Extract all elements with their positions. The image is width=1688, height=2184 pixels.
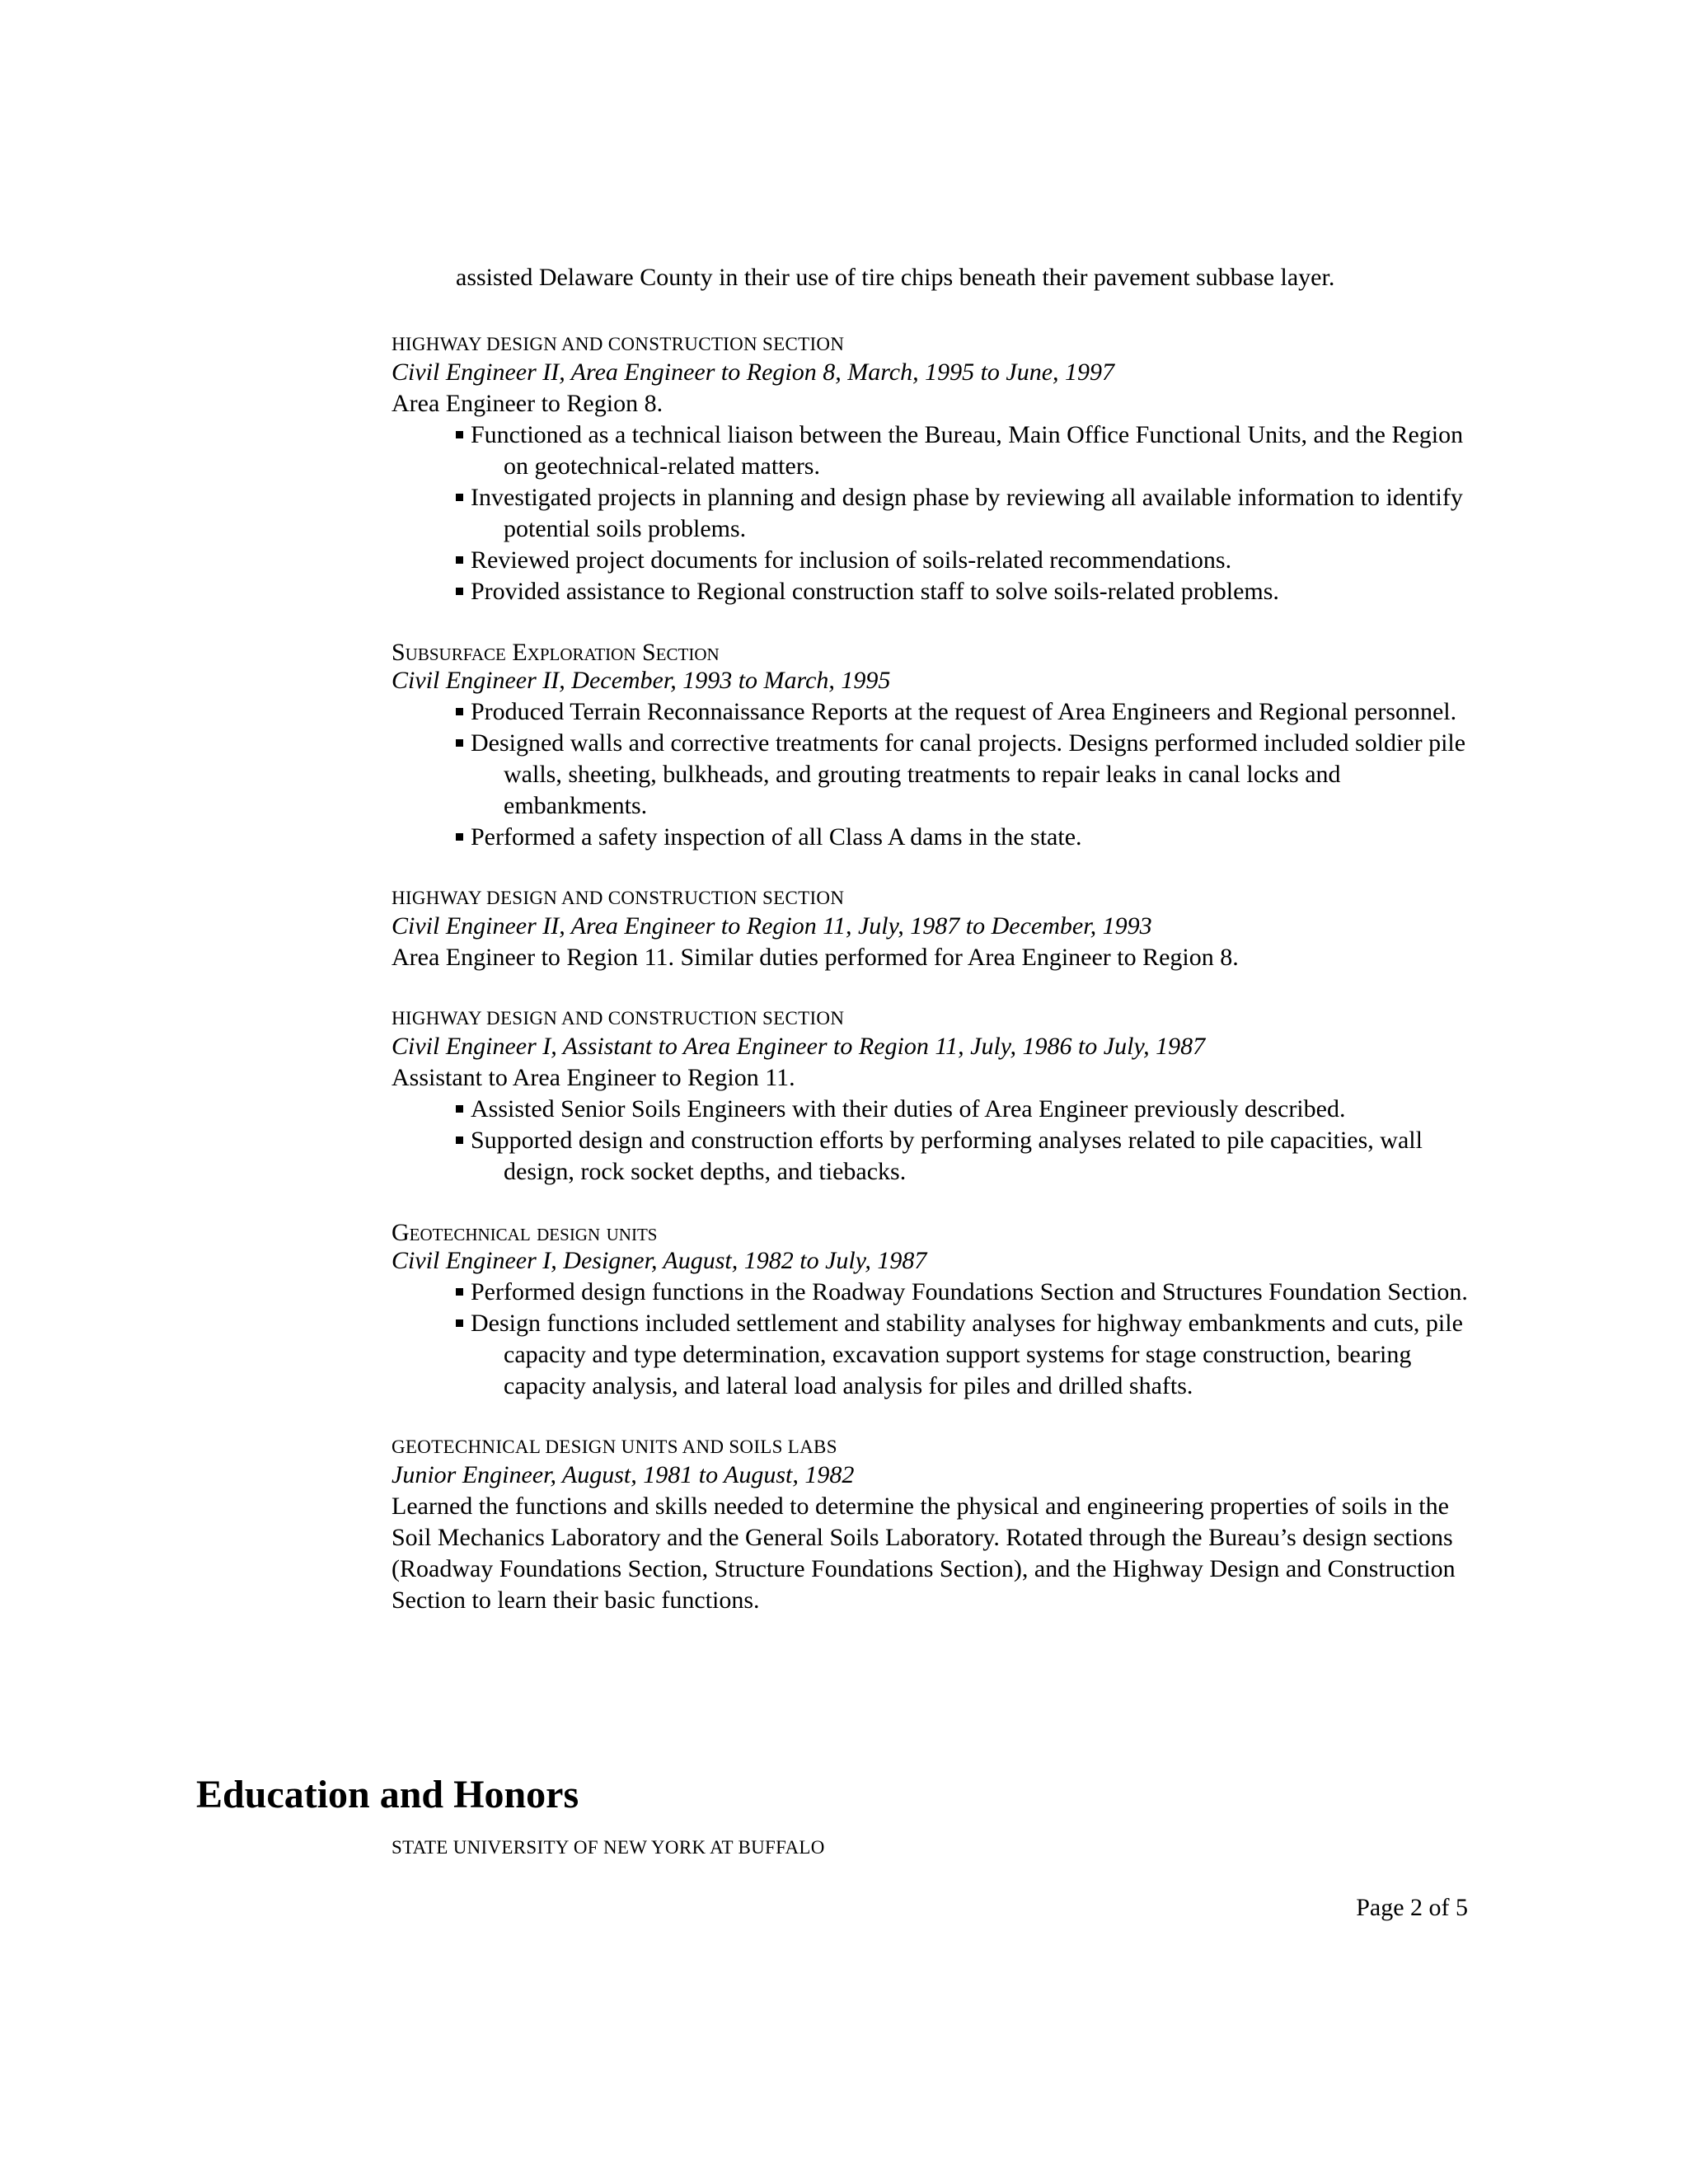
job-bullet-list [392,1094,1479,1188]
job-bullet-list [392,696,1479,853]
school-name: STATE UNIVERSITY OF NEW YORK AT BUFFALO [392,1837,825,1858]
job-position: Civil Engineer II, Area Engineer to Region 8, March, 1995 to June, 1997 [392,359,1115,386]
job-section-name: GEOTECHNICAL DESIGN UNITS AND SOILS LABS [392,1436,837,1457]
job-bullet-list [392,1277,1479,1402]
list-item: Assisted Senior Soils Engineers with their duties of Area Engineer previously described. [456,1094,1479,1125]
job-entry [392,886,1479,973]
job-bullet-list [392,419,1479,607]
list-item: Investigated projects in planning and design phase by reviewing all available information to identify potential soils problems. [456,482,1479,545]
employment-history [392,332,1479,1638]
job-position: Junior Engineer, August, 1981 to August, 1982 [392,1461,855,1488]
square-bullet-icon [456,708,463,715]
square-bullet-icon [456,556,463,564]
list-item: Design functions included settlement and stability analyses for highway embankments and cuts, pile capacity and type determination, excavation support systems for stage construction, bearing capacity analysis, and lateral load analysis for piles and drilled shafts. [456,1308,1479,1402]
square-bullet-icon [456,1288,463,1296]
list-item: Functioned as a technical liaison between the Bureau, Main Office Functional Units, and the Region on geotechnical-related matters. [456,419,1479,482]
square-bullet-icon [456,1105,463,1113]
continued-bullet-text: assisted Delaware County in their use of tire chips beneath their pavement subbase layer. [456,264,1335,291]
square-bullet-icon [456,431,463,438]
job-description: Assistant to Area Engineer to Region 11. [392,1064,795,1091]
job-entry [392,1435,1479,1616]
job-entry [392,1221,1479,1402]
list-item: Provided assistance to Regional construction staff to solve soils-related problems. [456,576,1479,607]
list-item: Reviewed project documents for inclusion of soils-related recommendations. [456,545,1479,576]
job-position: Civil Engineer I, Assistant to Area Engineer to Region 11, July, 1986 to July, 1987 [392,1033,1206,1060]
list-item: Designed walls and corrective treatments for canal projects. Designs performed included soldier pile walls, sheeting, bulkheads, and grouting treatments to repair leaks in canal locks and embankments. [456,728,1479,822]
job-section-name: HIGHWAY DESIGN AND CONSTRUCTION SECTION [392,1008,845,1029]
job-entry [392,332,1479,607]
job-section-name: HIGHWAY DESIGN AND CONSTRUCTION SECTION [392,334,845,354]
square-bullet-icon [456,833,463,841]
square-bullet-icon [456,1319,463,1327]
square-bullet-icon [456,494,463,501]
job-position: Civil Engineer I, Designer, August, 1982 to July, 1987 [392,1247,927,1274]
page-number: Page 2 of 5 [1356,1894,1468,1921]
education-heading: Education and Honors [196,1773,579,1816]
square-bullet-icon [456,1137,463,1144]
job-description: Area Engineer to Region 8. [392,390,663,417]
job-description: Area Engineer to Region 11. Similar duties performed for Area Engineer to Region 8. [392,944,1239,971]
job-position: Civil Engineer II, Area Engineer to Region 11, July, 1987 to December, 1993 [392,912,1152,940]
job-section-name: HIGHWAY DESIGN AND CONSTRUCTION SECTION [392,888,845,908]
job-entry [392,640,1479,853]
job-entry [392,1006,1479,1188]
job-section-name: Subsurface Exploration Section [392,639,720,666]
list-item: Supported design and construction efforts by performing analyses related to pile capacities, wall design, rock socket depths, and tiebacks. [456,1125,1479,1188]
job-position: Civil Engineer II, December, 1993 to March, 1995 [392,667,891,694]
list-item: Produced Terrain Reconnaissance Reports at the request of Area Engineers and Regional personnel. [456,696,1479,728]
job-description: Learned the functions and skills needed to determine the physical and engineering properties of soils in the Soil Mechanics Laboratory and the General Soils Laboratory. Rotated through the Bureau’s design sections (Roadway Foundations Section, Structure Foundations Section), and the Highway Design and Construction Section to learn their basic functions. [392,1493,1456,1614]
square-bullet-icon [456,588,463,595]
job-section-name: Geotechnical design units [392,1219,658,1246]
list-item: Performed design functions in the Roadway Foundations Section and Structures Foundation Section. [456,1277,1479,1308]
square-bullet-icon [456,739,463,747]
list-item: Performed a safety inspection of all Class A dams in the state. [456,822,1479,853]
